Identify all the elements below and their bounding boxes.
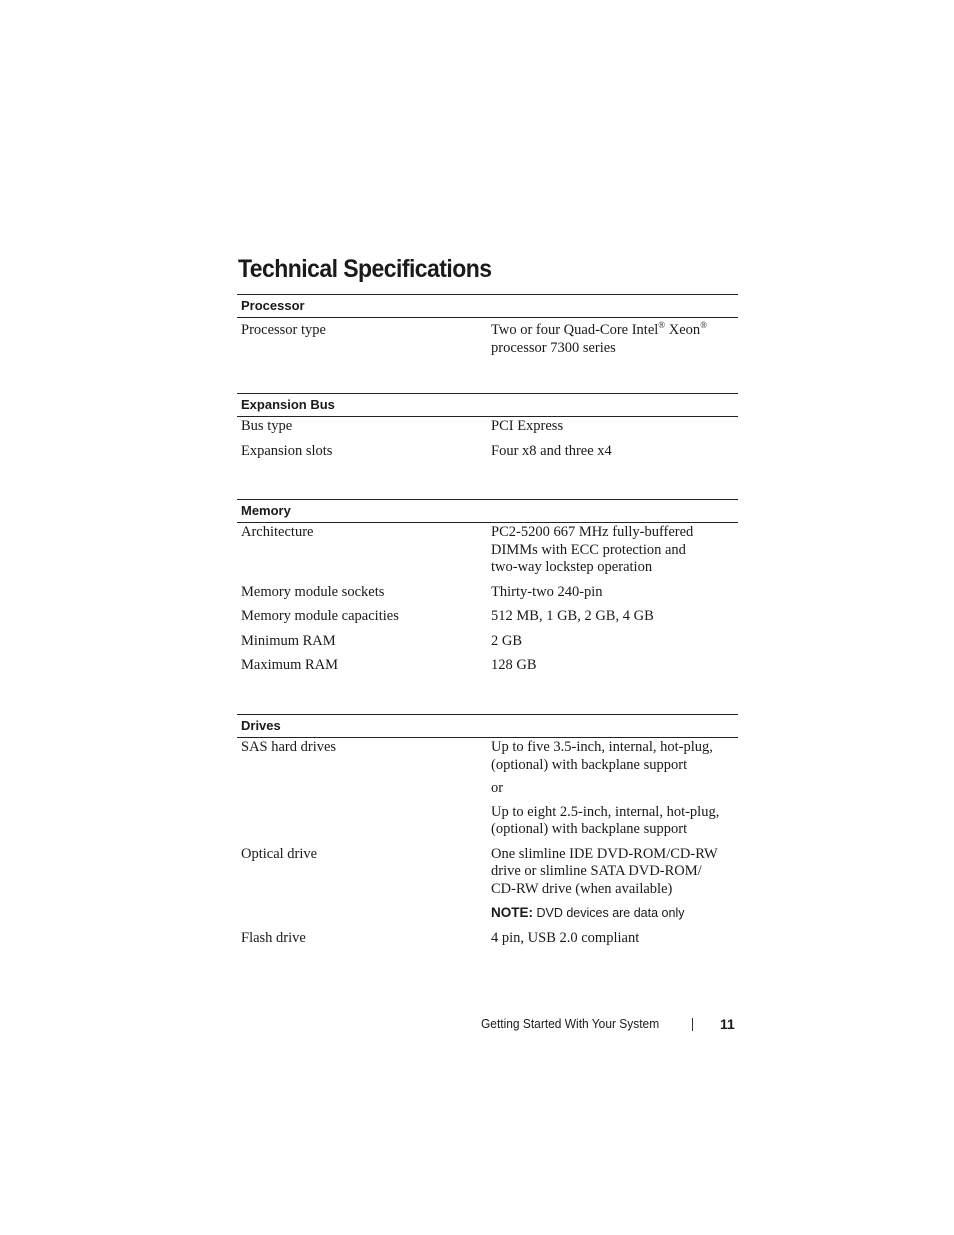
- spec-value-text: drive or slimline SATA DVD-ROM/: [491, 863, 702, 879]
- spec-value: [491, 524, 738, 577]
- note-text: DVD devices are data only: [533, 906, 685, 920]
- spec-value-text: or: [491, 780, 504, 796]
- spec-value-text: Up to eight 2.5-inch, internal, hot-plug,: [491, 803, 720, 820]
- spec-value-text: PC2-5200 667 MHz fully-buffered: [491, 524, 694, 540]
- spec-row-maximum-ram: [237, 657, 738, 675]
- spec-value-text: Xeon: [665, 322, 701, 338]
- section-heading: Expansion Bus: [237, 393, 738, 417]
- spec-label: Minimum RAM: [241, 632, 336, 649]
- note-label: NOTE:: [491, 905, 533, 920]
- footer-divider: [692, 1018, 693, 1031]
- spec-label: SAS hard drives: [241, 739, 337, 755]
- section-expansion-bus: [237, 393, 738, 460]
- spec-value: [491, 739, 738, 839]
- spec-value-text: CD-RW drive (when available): [491, 880, 673, 897]
- spec-label: Optical drive: [241, 845, 318, 862]
- footer-text: Getting Started With Your System: [481, 1016, 660, 1031]
- spec-value-text: DIMMs with ECC protection and: [491, 541, 686, 558]
- spec-value-text: PCI Express: [491, 418, 564, 434]
- spec-label: Bus type: [241, 418, 293, 434]
- spec-value-text: 512 MB, 1 GB, 2 GB, 4 GB: [491, 608, 654, 624]
- spec-value: [491, 584, 738, 602]
- spec-value-text: (optional) with backplane support: [491, 756, 688, 773]
- spec-row-processor-type: [237, 322, 738, 357]
- spec-value-text: 128 GB: [491, 657, 537, 673]
- spec-row-optical-drive: [237, 846, 738, 923]
- note: [491, 904, 738, 923]
- spec-value: [491, 846, 738, 923]
- spec-value: [491, 657, 738, 675]
- spec-value-text: One slimline IDE DVD-ROM/CD-RW: [491, 845, 718, 862]
- spec-row-memory-sockets: [237, 584, 738, 602]
- section-drives: [237, 714, 738, 947]
- page-title: Technical Specifications: [238, 255, 492, 283]
- spec-label: Memory module capacities: [241, 608, 399, 624]
- registered-mark: ®: [658, 320, 666, 331]
- spec-label: Flash drive: [241, 929, 306, 946]
- section-memory: [237, 499, 738, 675]
- registered-mark: ®: [700, 320, 708, 331]
- spec-value-text: (optional) with backplane support: [491, 821, 688, 837]
- spec-value-text: processor 7300 series: [491, 339, 616, 356]
- spec-row-memory-capacities: [237, 608, 738, 626]
- spec-row-architecture: [237, 524, 738, 577]
- spec-value-text: 2 GB: [491, 632, 523, 649]
- spec-row-flash-drive: [237, 930, 738, 948]
- spec-value-text: Two or four Quad-Core Intel: [491, 322, 659, 338]
- section-heading: Processor: [237, 294, 738, 318]
- spec-value: [491, 418, 738, 436]
- spec-value-text: Four x8 and three x4: [491, 442, 612, 459]
- spec-label: Expansion slots: [241, 442, 333, 459]
- section-processor: [237, 294, 738, 357]
- section-heading: Drives: [237, 714, 738, 738]
- spec-value: [491, 322, 738, 357]
- spec-value-text: Thirty-two 240-pin: [491, 583, 603, 600]
- spec-value: [491, 443, 738, 461]
- spec-label: Architecture: [241, 524, 314, 540]
- spec-value: [491, 930, 738, 948]
- spec-label: Maximum RAM: [241, 657, 339, 673]
- spec-value: [491, 633, 738, 651]
- section-heading: Memory: [237, 499, 738, 523]
- spec-label: Memory module sockets: [241, 583, 385, 600]
- spec-value-text: 4 pin, USB 2.0 compliant: [491, 929, 640, 946]
- spec-row-expansion-slots: [237, 443, 738, 461]
- spec-label: Processor type: [241, 322, 326, 338]
- spec-value-text: two-way lockstep operation: [491, 559, 653, 575]
- spec-value-text: Up to five 3.5-inch, internal, hot-plug,: [491, 739, 713, 755]
- spec-row-minimum-ram: [237, 633, 738, 651]
- spec-row-bus-type: [237, 418, 738, 436]
- spec-value: [491, 608, 738, 626]
- spec-row-sas-drives: [237, 739, 738, 839]
- page-number: 11: [720, 1016, 735, 1032]
